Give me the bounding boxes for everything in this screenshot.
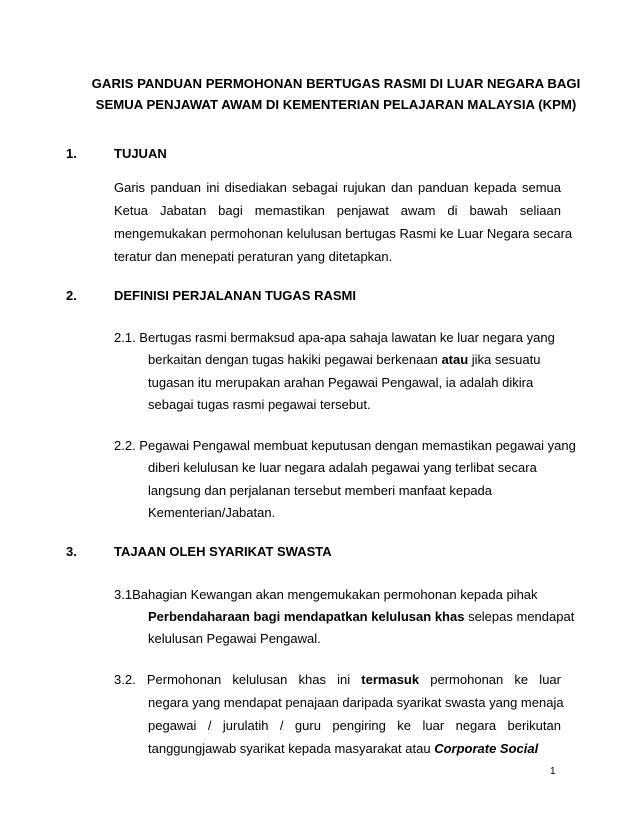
- s2-p1-line-3: tugasan itu merupakan arahan Pegawai Pengawal, ia adalah dikira: [148, 375, 534, 390]
- emphasis-atau: atau: [441, 352, 469, 367]
- section-1-number: 1.: [66, 146, 77, 161]
- s2-p1-line-4: sebagai tugas rasmi pegawai tersebut.: [148, 397, 371, 412]
- title-line-1: GARIS PANDUAN PERMOHONAN BERTUGAS RASMI DI LUAR NEGARA BAGI: [91, 76, 581, 91]
- emphasis-perbendaharaan: Perbendaharaan bagi mendapatkan kelulusan khas: [148, 609, 465, 624]
- document-title: [62, 73, 610, 115]
- s1-line-3: mengemukakan permohonan kelulusan bertugas Rasmi ke Luar Negara secara: [114, 226, 573, 241]
- section-1-heading: TUJUAN: [114, 146, 167, 161]
- emphasis-termasuk: termasuk: [361, 672, 420, 687]
- s2-p2-line-3: langsung dan perjalanan tersebut memberi manfaat kepada: [148, 483, 493, 498]
- section-3-number: 3.: [66, 544, 77, 559]
- s2-p1-line-2: berkaitan dengan tugas hakiki pegawai berkenaan atau jika sesuatu: [148, 352, 541, 367]
- s3-p2-line-1: 3.2. Permohonan kelulusan khas ini termasuk permohonan ke luar: [114, 672, 561, 687]
- s3-p2-line-2: negara yang mendapat penajaan daripada syarikat swasta yang menaja: [148, 695, 564, 710]
- section-3-heading: TAJAAN OLEH SYARIKAT SWASTA: [114, 544, 332, 559]
- title-line-2: SEMUA PENJAWAT AWAM DI KEMENTERIAN PELAJARAN MALAYSIA (KPM): [95, 97, 577, 112]
- section-2-heading: DEFINISI PERJALANAN TUGAS RASMI: [114, 288, 356, 303]
- s2-p2-line-4: Kementerian/Jabatan.: [148, 505, 276, 520]
- s3-p2-line-3: pegawai / jurulatih / guru pengiring ke luar negara berikutan: [148, 718, 561, 733]
- page-number: 1: [550, 766, 556, 777]
- s1-line-2: Ketua Jabatan bagi memastikan penjawat awam di bawah seliaan: [114, 203, 561, 218]
- s2-p2-line-2: diberi kelulusan ke luar negara adalah pegawai yang terlibat secara: [148, 460, 537, 475]
- s2-p2-line-1: 2.2. Pegawai Pengawal membuat keputusan dengan memastikan pegawai yang: [114, 438, 576, 453]
- s3-p2-line-4: tanggungjawab syarikat kepada masyarakat atau Corporate Social: [148, 741, 539, 756]
- s3-p1-line-2: Perbendaharaan bagi mendapatkan kelulusan khas selepas mendapat: [148, 609, 575, 624]
- emphasis-corporate-social: Corporate Social: [434, 741, 539, 756]
- section-2-number: 2.: [66, 288, 77, 303]
- s3-p1-line-3: kelulusan Pegawai Pengawal.: [148, 631, 321, 646]
- s2-p1-line-1: 2.1. Bertugas rasmi bermaksud apa-apa sahaja lawatan ke luar negara yang: [114, 330, 555, 345]
- s1-line-1: Garis panduan ini disediakan sebagai rujukan dan panduan kepada semua: [114, 180, 561, 195]
- s3-p1-line-1: 3.1Bahagian Kewangan akan mengemukakan permohonan kepada pihak: [114, 587, 538, 602]
- s1-line-4: teratur dan menepati peraturan yang ditetapkan.: [114, 249, 393, 264]
